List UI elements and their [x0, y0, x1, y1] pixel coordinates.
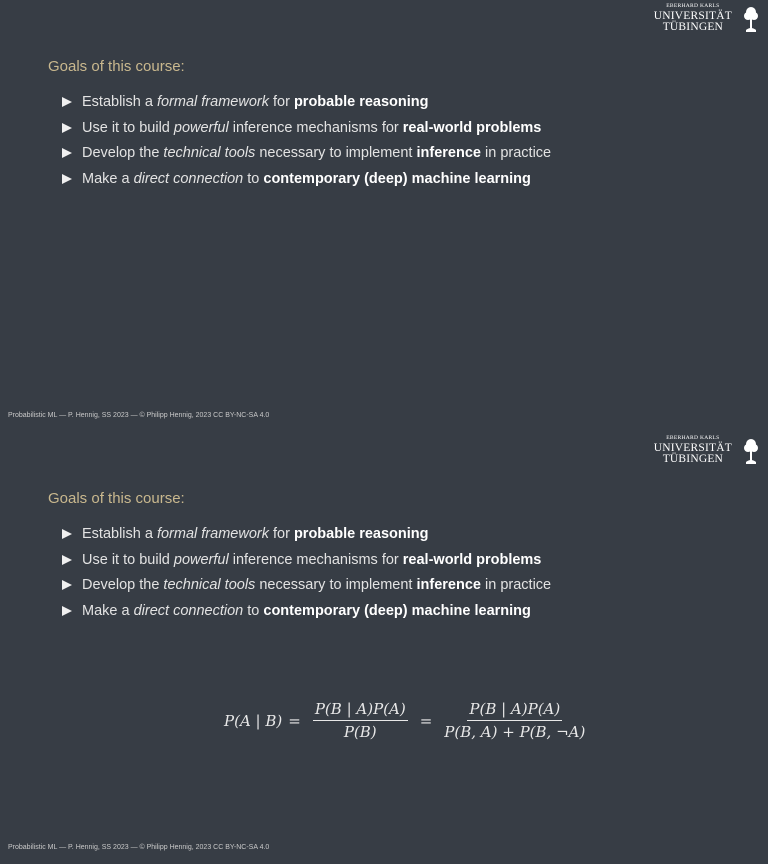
fraction-1 [313, 700, 408, 741]
logo-line-3: TÜBINGEN [662, 453, 724, 465]
university-emblem-icon [742, 438, 760, 466]
fraction-2 [444, 700, 585, 741]
logo-line-3: TÜBINGEN [662, 21, 724, 33]
slide-2 [0, 432, 768, 864]
slide-footer: Probabilistic ML — P. Hennig, SS 2023 — © Philipp Hennig, 2023 CC BY-NC-SA 4.0 [8, 844, 270, 851]
list-item: Establish a formal framework for probable reasoning [62, 522, 551, 548]
university-emblem-icon [742, 6, 760, 34]
list-item: Develop the technical tools necessary to implement inference in practice [62, 573, 551, 599]
logo-line-1: EBERHARD KARLS [666, 3, 720, 9]
formula-lhs: P(A | B) [224, 711, 283, 730]
goals-list [62, 522, 551, 624]
fraction-1-numerator: P(B | A)P(A) [313, 700, 408, 721]
list-item: Establish a formal framework for probable reasoning [62, 90, 551, 116]
university-logo [640, 436, 760, 468]
list-item: Develop the technical tools necessary to implement inference in practice [62, 141, 551, 167]
bullet-triangle-icon [62, 174, 72, 184]
bullet-triangle-icon [62, 555, 72, 565]
goals-heading: Goals of this course: [48, 58, 185, 75]
university-logo [640, 4, 760, 36]
logo-line-1: EBERHARD KARLS [666, 435, 720, 441]
goals-heading: Goals of this course: [48, 490, 185, 507]
logo-line-2: UNIVERSITÄT [653, 9, 732, 22]
bullet-triangle-icon [62, 529, 72, 539]
bullet-triangle-icon [62, 148, 72, 158]
equals-sign: = [419, 711, 433, 730]
list-item: Make a direct connection to contemporary (deep) machine learning [62, 167, 551, 193]
list-item: Use it to build powerful inference mechanisms for real-world problems [62, 116, 551, 142]
bullet-triangle-icon [62, 606, 72, 616]
fraction-2-denominator: P(B, A) + P(B, ¬A) [444, 723, 586, 741]
bullet-triangle-icon [62, 580, 72, 590]
bullet-triangle-icon [62, 97, 72, 107]
slide-footer: Probabilistic ML — P. Hennig, SS 2023 — © Philipp Hennig, 2023 CC BY-NC-SA 4.0 [8, 412, 270, 419]
logo-line-2: UNIVERSITÄT [653, 441, 732, 454]
bayes-formula [224, 700, 591, 741]
goals-list [62, 90, 551, 192]
fraction-2-numerator: P(B | A)P(A) [467, 700, 562, 721]
list-item: Use it to build powerful inference mechanisms for real-world problems [62, 548, 551, 574]
fraction-1-denominator: P(B) [343, 723, 377, 741]
list-item: Make a direct connection to contemporary (deep) machine learning [62, 599, 551, 625]
equals-sign: = [288, 711, 301, 730]
bullet-triangle-icon [62, 123, 72, 133]
